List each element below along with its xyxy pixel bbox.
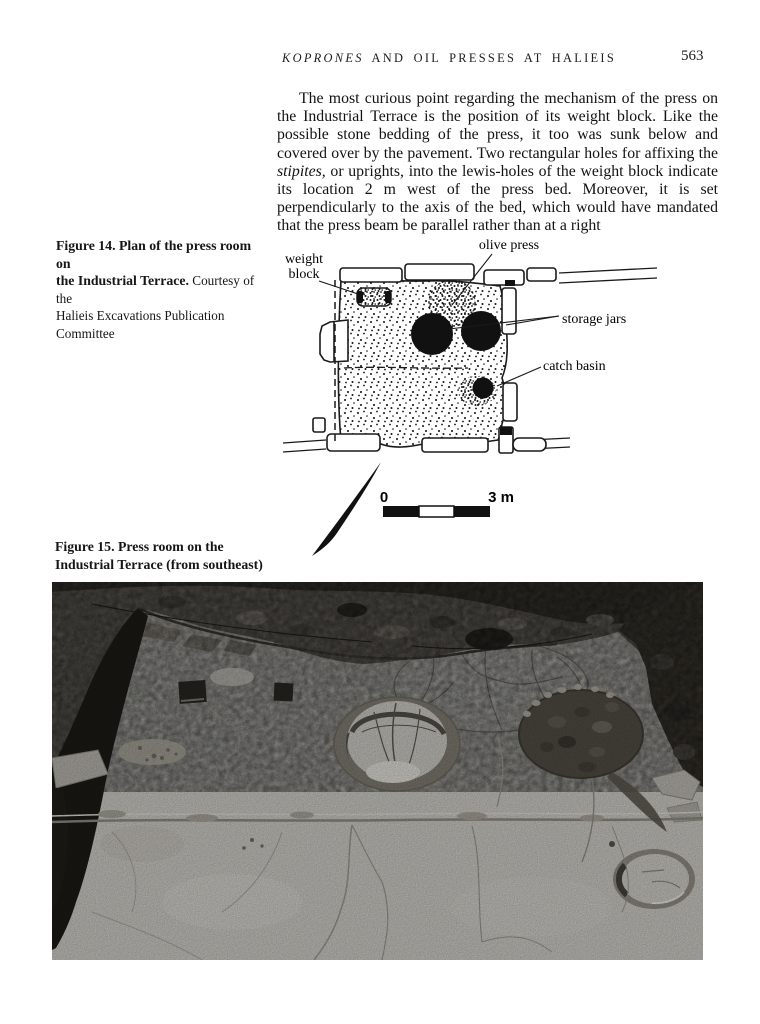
paragraph-text: The most curious point regarding the mechanism of the press on the Industrial Terrace is the position of its weight block. Like the possible stone bedding of the press, it too was sunk below and covered over by the pavement. Two rectangular holes for affixing the (277, 90, 718, 162)
photo-grain-overlay (52, 582, 703, 960)
figure15-caption-line1: Figure 15. Press room on the (55, 539, 224, 554)
figure14-caption-line2-bold: the Industrial Terrace. (56, 273, 189, 289)
olive-press-label: olive press (478, 238, 540, 253)
running-header (282, 51, 616, 66)
catch-basin-label: catch basin (543, 359, 606, 374)
figure14-caption-line1: Figure 14. Plan of the press room on (56, 238, 252, 271)
weight-block-symbol (357, 288, 391, 306)
press-room-photo (52, 582, 703, 960)
scale-zero-label: 0 (379, 489, 389, 506)
figure15-caption-line2: Industrial Terrace (from southeast) (55, 556, 263, 572)
figure14-caption-line2-regular: Courtesy of the (56, 273, 255, 306)
storage-jar-left-symbol (411, 313, 453, 355)
paragraph-text-continued: or uprights, into the lewis-holes of the weight block indicate its location 2 m west of the press bed. Moreover, it is set perpendicularly to the axis of the bed, which would have mandated that the press beam be parallel rather than at a right (277, 162, 718, 235)
figure15-caption (55, 538, 265, 573)
weight-block-label-line2: block (288, 267, 320, 282)
storage-jars-label: storage jars (562, 312, 627, 327)
body-paragraph (277, 90, 718, 236)
weight-block-label: weight (284, 252, 324, 267)
catch-basin-symbol (458, 376, 496, 406)
figure14-plan-drawing (278, 228, 658, 560)
scale-bar (380, 489, 514, 517)
paragraph-italic-term: stipites, (277, 162, 326, 180)
figure14-caption-line3: Halieis Excavations Publication Committee (56, 308, 225, 341)
storage-jar-right-symbol (461, 311, 501, 351)
running-title-italic: KOPRONES (282, 51, 364, 65)
figure14-caption (56, 237, 266, 343)
north-arrow-icon (312, 462, 381, 556)
running-title-rest: AND OIL PRESSES AT HALIEIS (363, 51, 617, 65)
scale-length-label: 3 m (488, 489, 514, 506)
page-number: 563 (681, 48, 704, 64)
